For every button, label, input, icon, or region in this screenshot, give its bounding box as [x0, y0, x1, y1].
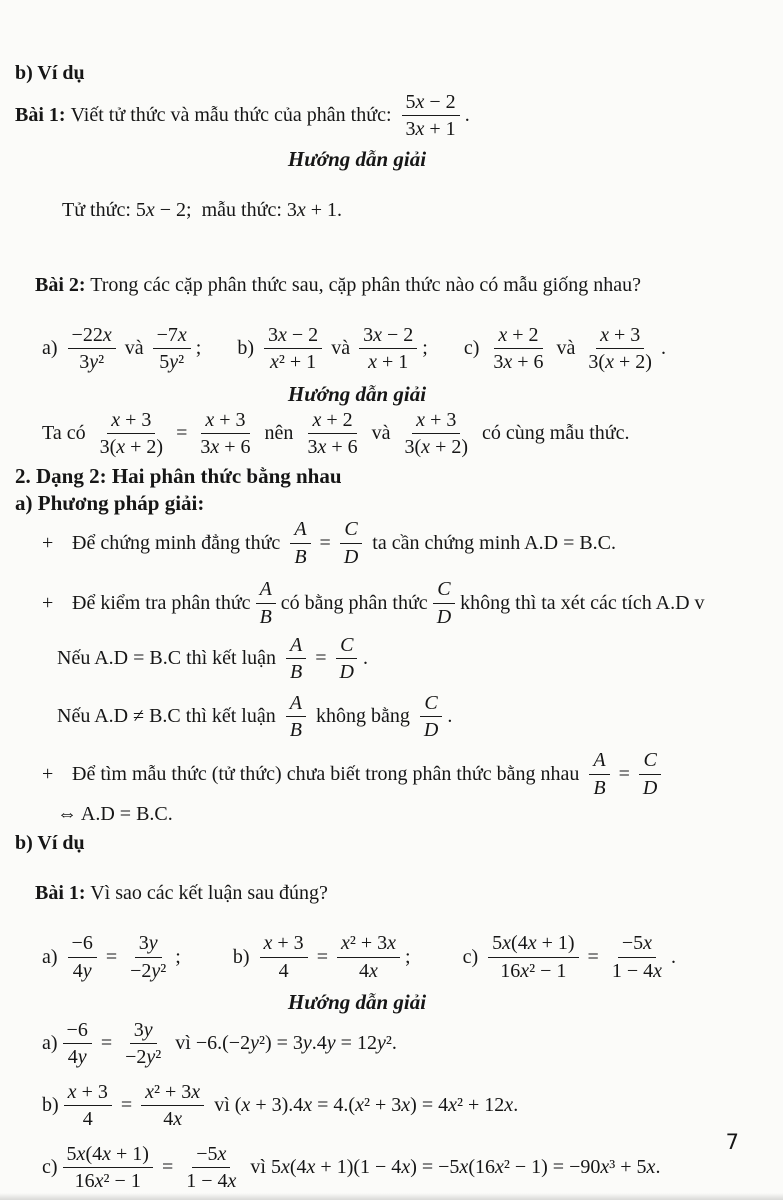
method-case-notequal — [15, 692, 769, 742]
item-label: b) — [237, 337, 255, 360]
connector: và — [556, 337, 576, 360]
scan-bottom-edge — [0, 1193, 783, 1200]
case-text: Nếu A.D = B.C thì kết luận — [57, 647, 282, 670]
fraction-denominator: 5y² — [159, 351, 185, 374]
fraction — [63, 1019, 92, 1069]
bai2-items-row — [15, 324, 769, 374]
fraction — [153, 324, 191, 374]
fraction-numerator: A — [290, 518, 310, 543]
fraction — [63, 1143, 153, 1193]
bai1b-item-b — [233, 932, 411, 982]
fraction — [121, 1019, 165, 1069]
fraction-denominator: 3x + 6 — [493, 351, 544, 374]
bullet-text: không thì ta xét các tích A.D v — [460, 591, 705, 614]
bullet-text: Để kiểm tra phân thức — [72, 591, 251, 614]
fraction-denominator: 3(x + 2) — [588, 351, 652, 374]
fraction-numerator: −5x — [192, 1143, 230, 1168]
bai1-tail: . — [464, 104, 470, 127]
bai1b-item-a — [42, 932, 181, 982]
fraction-denominator: 4x — [359, 959, 378, 982]
equivalence-line: ⇔ A.D = B.C. — [57, 803, 173, 826]
solution-tail: có cùng mẫu thức. — [477, 421, 630, 444]
fraction-denominator: 16x² − 1 — [500, 959, 567, 982]
fraction-denominator: D — [339, 661, 354, 684]
equals-sign: = — [315, 647, 327, 670]
page-number: 7 — [725, 1130, 739, 1154]
fraction-denominator: 4 — [278, 959, 289, 982]
fraction — [489, 324, 547, 374]
fraction-numerator: x² + 3x — [141, 1081, 204, 1106]
plus-bullet: + — [42, 591, 54, 614]
fraction — [286, 692, 306, 742]
example-section-heading-2: b) Ví dụ — [15, 832, 85, 855]
bai1-prompt: Viết tử thức và mẫu thức của phân thức: — [65, 104, 397, 127]
fraction — [402, 91, 460, 141]
fraction-numerator: 3x − 2 — [359, 324, 417, 349]
fraction — [260, 932, 308, 982]
fraction — [589, 749, 609, 799]
item-tail: ; — [405, 945, 411, 968]
item-label: b) — [232, 945, 250, 968]
bai1-sol-text-2: mẫu thức: — [191, 198, 287, 221]
equals-sign: = — [161, 1155, 174, 1178]
fraction-numerator: 3x − 2 — [264, 324, 322, 349]
fraction — [401, 409, 473, 459]
case-tail: . — [363, 647, 368, 670]
fraction — [336, 634, 358, 684]
bai1-label: Bài 1: — [15, 104, 66, 127]
connector: và — [124, 337, 144, 360]
fraction-numerator: x + 3 — [107, 409, 155, 434]
plus-bullet: + — [42, 531, 54, 554]
method-case-equal — [15, 634, 769, 684]
fraction — [303, 409, 361, 459]
fraction-numerator: −6 — [68, 932, 97, 957]
fraction — [64, 1081, 112, 1131]
fraction — [337, 932, 400, 982]
plus-bullet: + — [42, 762, 54, 785]
fraction-numerator: 3y — [135, 932, 162, 957]
fraction — [68, 932, 97, 982]
fraction — [340, 518, 362, 568]
fraction — [256, 578, 276, 628]
bai2-solution-line — [15, 409, 769, 459]
fraction — [264, 324, 322, 374]
item-label: c) — [462, 945, 479, 968]
item-label: c) — [42, 1155, 58, 1178]
fraction-numerator: 5x(4x + 1) — [63, 1143, 153, 1168]
item-label: a) — [42, 945, 58, 968]
fraction-denominator: x + 1 — [368, 351, 409, 374]
fraction-denominator: D — [423, 719, 439, 742]
fraction — [488, 932, 578, 982]
fraction-denominator: 3x + 1 — [405, 118, 456, 141]
fraction-denominator: 3y² — [79, 351, 105, 374]
fraction-numerator: A — [256, 578, 276, 603]
fraction-numerator: −7x — [153, 324, 191, 349]
guide-heading-3: Hướng dẫn giải — [287, 990, 427, 1015]
bullet-text: Để tìm mẫu thức (tử thức) chưa biết trong phân thức bằng nhau — [72, 762, 585, 785]
reason-word: vì — [245, 1155, 271, 1178]
method-bullet-1 — [15, 518, 769, 568]
item-label: a) — [42, 1032, 58, 1055]
fraction-denominator: B — [290, 661, 303, 684]
fraction-denominator: −2y² — [125, 1046, 162, 1069]
bai1b-items-row — [15, 932, 769, 982]
fraction-numerator: x + 3 — [201, 409, 249, 434]
fraction — [433, 578, 455, 628]
bai2-prompt: Trong các cặp phân thức sau, cặp phân thức nào có mẫu giống nhau? — [85, 273, 641, 296]
item-tail: ; — [422, 337, 428, 360]
method-heading: a) Phương pháp giải: — [15, 491, 205, 516]
equals-sign: = — [319, 531, 331, 554]
reason-word: vì — [209, 1094, 235, 1117]
fraction-numerator: x² + 3x — [337, 932, 400, 957]
fraction-numerator: x + 2 — [308, 409, 356, 434]
item-tail: . — [660, 337, 666, 360]
fraction-denominator: B — [289, 719, 302, 742]
fraction-denominator: 4y — [72, 959, 92, 982]
case-tail: . — [447, 705, 453, 728]
item-tail: . — [671, 945, 676, 968]
method-bullet-3 — [15, 749, 769, 799]
fraction-denominator: B — [294, 545, 307, 568]
bai1b-item-c — [463, 932, 676, 982]
guide-heading-2: Hướng dẫn giải — [287, 381, 427, 406]
solution-line-c — [15, 1143, 769, 1193]
connector: và — [331, 337, 351, 360]
bai2-label: Bài 2: — [35, 273, 86, 296]
equals-sign: = — [120, 1094, 133, 1117]
solution-lead: Ta có — [42, 421, 91, 444]
equals-sign: = — [100, 1032, 113, 1055]
fraction-denominator: 4 — [82, 1108, 93, 1131]
fraction-numerator: x + 3 — [260, 932, 308, 957]
fraction-numerator: x + 3 — [412, 409, 460, 434]
fraction-numerator: 3y — [130, 1019, 157, 1044]
fraction-denominator: 3x + 6 — [307, 435, 358, 458]
bai1-prompt-line — [15, 91, 769, 141]
solution-line-b — [15, 1081, 769, 1131]
fraction — [584, 324, 656, 374]
item-label: a) — [42, 337, 58, 360]
item-tail: ; — [195, 337, 202, 360]
fraction-denominator: 3(x + 2) — [99, 435, 164, 458]
fraction-numerator: x + 2 — [494, 324, 542, 349]
bai1-sol-text-1: Tử thức: — [62, 198, 136, 221]
bai1b-prompt: Vì sao các kết luận sau đúng? — [85, 882, 328, 905]
fraction — [290, 518, 310, 568]
item-label: b) — [42, 1094, 59, 1117]
reason-word: vì — [170, 1032, 196, 1055]
fraction-numerator: −5x — [618, 932, 656, 957]
example-section-heading-1: b) Ví dụ — [15, 62, 85, 84]
fraction — [608, 932, 666, 982]
fraction-denominator: B — [593, 776, 606, 799]
fraction — [196, 409, 254, 459]
fraction-numerator: 5x − 2 — [402, 91, 460, 116]
item-label: c) — [463, 337, 480, 360]
math-text: 3x + 1. — [286, 198, 343, 221]
fraction-numerator: −22x — [68, 324, 116, 349]
fraction-denominator: −2y² — [130, 959, 167, 982]
fraction-numerator: C — [340, 518, 361, 543]
fraction-numerator: C — [639, 749, 660, 774]
fraction-denominator: 3(x + 2) — [404, 435, 469, 458]
case-text: không bằng — [310, 705, 415, 728]
fraction-denominator: x² + 1 — [270, 351, 317, 374]
fraction — [126, 932, 170, 982]
fraction-numerator: A — [286, 634, 306, 659]
solution-line-a — [15, 1019, 769, 1069]
equals-sign: = — [316, 945, 328, 968]
fraction — [68, 324, 116, 374]
bai2-item-b — [237, 324, 427, 374]
fraction-numerator: x + 3 — [596, 324, 644, 349]
bai1b-prompt-line — [15, 859, 769, 928]
fraction-numerator: C — [433, 578, 454, 603]
bai2-item-c — [464, 324, 666, 374]
fraction-denominator: D — [436, 605, 452, 628]
equals-sign: = — [176, 421, 188, 444]
fraction-denominator: 4y — [67, 1046, 87, 1069]
case-text: Nếu A.D ≠ B.C thì kết luận — [57, 705, 281, 728]
bai2-prompt-line — [15, 251, 769, 320]
fraction — [141, 1081, 204, 1131]
fraction-denominator: 16x² − 1 — [74, 1169, 141, 1192]
fraction-denominator: 1 − 4x — [611, 959, 662, 982]
equals-sign: = — [587, 945, 599, 968]
bullet-text: Để chứng minh đẳng thức — [72, 531, 286, 554]
bai1-solution-line — [15, 176, 769, 245]
fraction-denominator: 3x + 6 — [200, 435, 251, 458]
fraction — [286, 634, 306, 684]
math-expression: (x + 3).4x = 4.(x² + 3x) = 4x² + 12x. — [234, 1094, 519, 1117]
dang2-heading: 2. Dạng 2: Hai phân thức bằng nhau — [15, 464, 342, 489]
fraction-denominator: D — [642, 776, 658, 799]
bai1b-label: Bài 1: — [35, 882, 86, 905]
fraction-numerator: x + 3 — [64, 1081, 112, 1106]
fraction-numerator: 5x(4x + 1) — [488, 932, 578, 957]
equals-sign: = — [105, 945, 118, 968]
fraction-numerator: C — [336, 634, 357, 659]
item-tail: ; — [175, 945, 181, 968]
fraction-denominator: 1 − 4x — [186, 1169, 237, 1192]
fraction — [639, 749, 661, 799]
equals-sign: = — [618, 762, 630, 785]
bullet-text: có bằng phân thức — [280, 591, 428, 614]
connector: nên — [259, 421, 299, 444]
math-expression: −6.(−2y²) = 3y.4y = 12y². — [195, 1032, 397, 1055]
fraction-denominator: D — [343, 545, 359, 568]
fraction-numerator: A — [286, 692, 306, 717]
fraction — [182, 1143, 240, 1193]
guide-heading-1: Hướng dẫn giải — [287, 146, 427, 171]
fraction — [359, 324, 417, 374]
fraction-denominator: B — [259, 605, 272, 628]
fraction — [96, 409, 168, 459]
math-expression: 5x(4x + 1)(1 − 4x) = −5x(16x² − 1) = −90x³ + 5x. — [270, 1155, 661, 1178]
fraction-denominator: 4x — [163, 1108, 183, 1131]
bullet-text: ta cần chứng minh A.D = B.C. — [367, 531, 617, 554]
bai2-item-a — [42, 324, 201, 374]
fraction-numerator: −6 — [63, 1019, 92, 1044]
fraction — [420, 692, 442, 742]
method-bullet-2 — [15, 578, 769, 628]
connector: và — [366, 421, 396, 444]
math-text: 5x − 2; — [135, 198, 192, 221]
fraction-numerator: A — [589, 749, 609, 774]
fraction-numerator: C — [420, 692, 441, 717]
